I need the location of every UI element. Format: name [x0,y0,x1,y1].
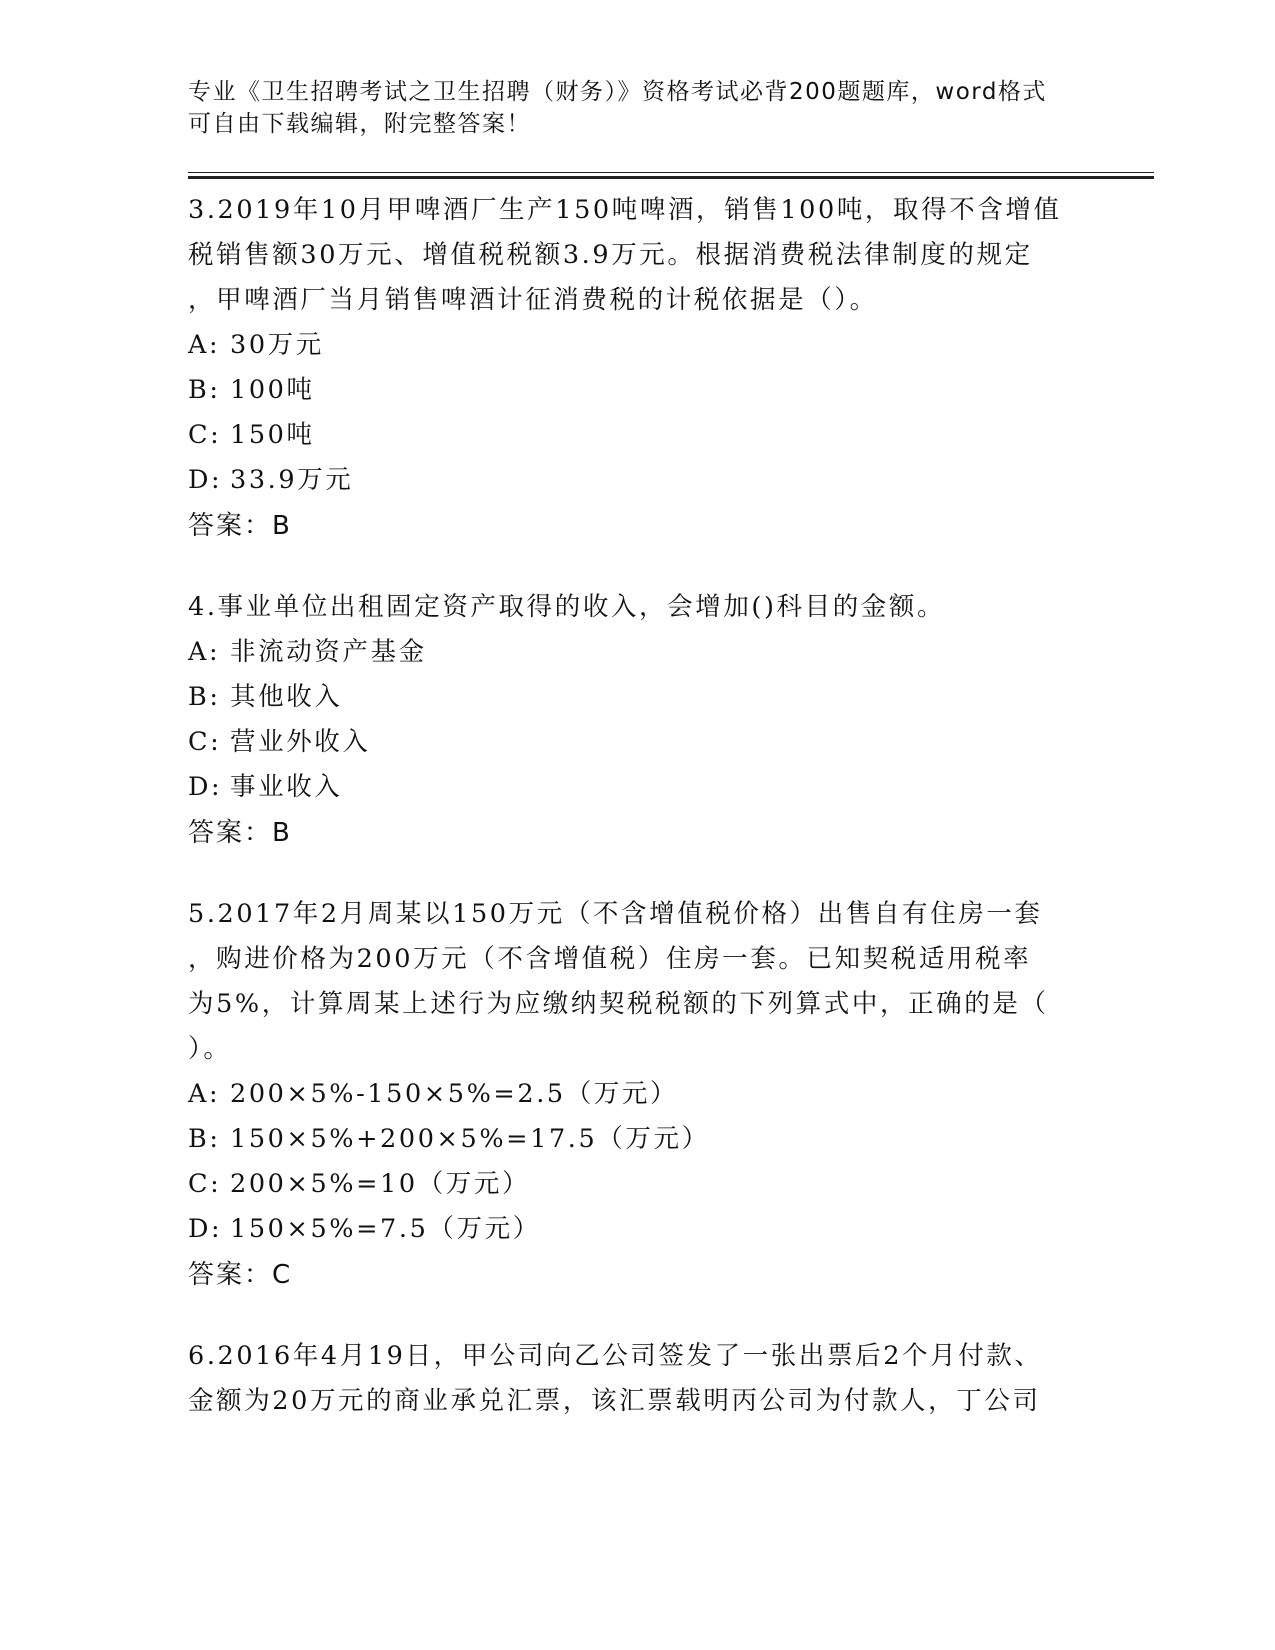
option-key: C: [188,727,222,757]
option-d [188,1207,1088,1252]
answer-line: 答案：B [188,818,292,848]
option-text: 200×5%=10（万元） [230,1169,531,1199]
option-c [188,413,1088,458]
option-key: B: [188,682,221,712]
question-3 [188,188,1088,549]
header-line-2: 可自由下载编辑，附完整答案！ [188,111,531,137]
option-b [188,675,1088,720]
option-text: 150×5%+200×5%=17.5（万元） [230,1124,710,1154]
question-text-line: 4.事业单位出租固定资产取得的收入，会增加()科目的金额。 [188,592,946,622]
option-key: D: [188,465,223,495]
question-text-line: 金额为20万元的商业承兑汇票，该汇票载明丙公司为付款人，丁公司 [188,1386,1041,1416]
option-text: 非流动资产基金 [230,637,427,667]
option-key: C: [188,420,222,450]
option-d [188,765,1088,810]
option-c [188,1162,1088,1207]
option-b [188,368,1088,413]
option-text: 150吨 [230,420,315,450]
option-d [188,458,1088,503]
option-key: C: [188,1169,222,1199]
option-b [188,1117,1088,1162]
option-text: 营业外收入 [230,727,371,757]
question-text-line: 6.2016年4月19日，甲公司向乙公司签发了一张出票后2个月付款、 [188,1341,1043,1371]
option-text: 其他收入 [230,682,343,712]
option-key: A: [188,330,221,360]
option-text: 200×5%-150×5%=2.5（万元） [230,1079,679,1109]
question-text-line: ，购进价格为200万元（不含增值税）住房一套。已知契税适用税率 [188,944,1032,974]
question-text-line: 3.2019年10月甲啤酒厂生产150吨啤酒，销售100吨，取得不含增值 [188,195,1062,225]
option-a [188,630,1088,675]
question-text-line: 5.2017年2月周某以150万元（不含增值税价格）出售自有住房一套 [188,899,1043,929]
question-list [188,188,1088,1460]
header-line-1: 专业《卫生招聘考试之卫生招聘（财务）》资格考试必背200题题库，word格式 [188,79,1047,105]
option-text: 33.9万元 [230,465,354,495]
answer-line: 答案：B [188,511,292,541]
question-text-line: ，甲啤酒厂当月销售啤酒计征消费税的计税依据是（）。 [188,285,878,315]
option-text: 150×5%=7.5（万元） [230,1214,541,1244]
question-text-line: 税销售额30万元、增值税税额3.9万元。根据消费税法律制度的规定 [188,240,1033,270]
option-key: D: [188,772,223,802]
option-key: B: [188,1124,221,1154]
option-key: A: [188,637,221,667]
option-text: 30万元 [230,330,324,360]
question-text-line: 为5%，计算周某上述行为应缴纳契税税额的下列算式中，正确的是（ [188,989,1049,1019]
answer-line: 答案：C [188,1260,293,1290]
option-key: A: [188,1079,221,1109]
question-5 [188,892,1088,1298]
document-header [188,76,1068,140]
option-text: 事业收入 [230,772,343,802]
header-divider-thin [188,172,1154,173]
question-4 [188,585,1088,856]
option-a [188,323,1088,368]
option-c [188,720,1088,765]
header-divider-thick [188,176,1154,179]
option-text: 100吨 [230,375,315,405]
option-key: B: [188,375,221,405]
option-a [188,1072,1088,1117]
question-6 [188,1334,1088,1424]
question-text-line: ）。 [188,1034,232,1064]
option-key: D: [188,1214,223,1244]
